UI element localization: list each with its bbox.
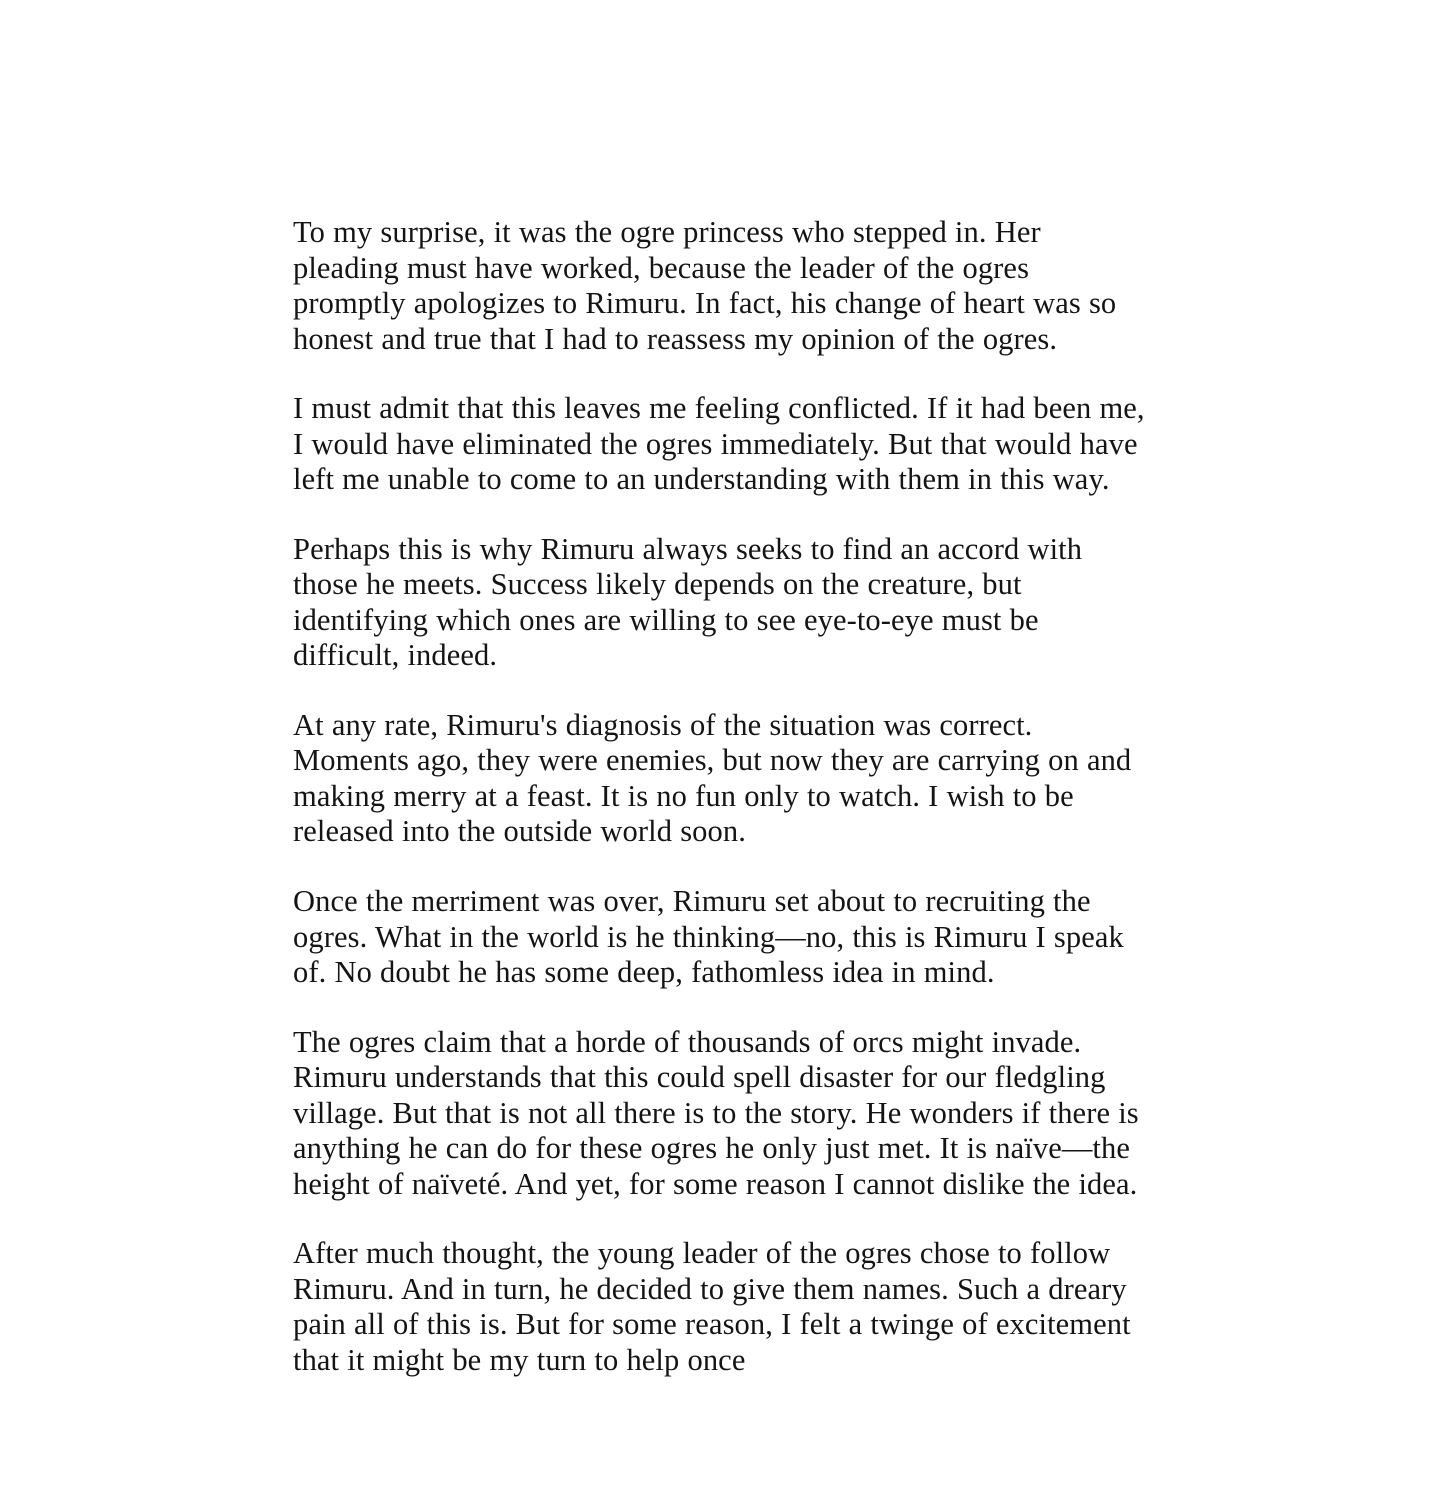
paragraph: Once the merriment was over, Rimuru set about to recruiting the ogres. What in the world is he thinking—no, this is Rimuru I speak of. No doubt he has some deep, fathomless idea in mind. xyxy=(293,883,1124,990)
body-text-column xyxy=(293,215,1149,1378)
paragraph: Perhaps this is why Rimuru always seeks to find an accord with those he meets. Success likely depends on the creature, but identifying which ones are willing to see eye-to-eye must be difficult, indeed. xyxy=(293,531,1083,673)
paragraph: At any rate, Rimuru's diagnosis of the situation was correct. Moments ago, they were enemies, but now they are carrying on and making merry at a feast. It is no fun only to watch. I wish to be released into the outside world soon. xyxy=(293,707,1132,849)
paragraph: I must admit that this leaves me feeling conflicted. If it had been me, I would have eliminated the ogres immediately. But that would have left me unable to come to an understanding with them in this way. xyxy=(293,391,1145,497)
paragraph: The ogres claim that a horde of thousands of orcs might invade. Rimuru understands that this could spell disaster for our fledgling village. But that is not all there is to the story. He wonders if there is anything he can do for these ogres he only just met. It is naïve—the height of naïveté. And yet, for some reason I cannot dislike the idea. xyxy=(293,1024,1139,1201)
paragraph: After much thought, the young leader of the ogres chose to follow Rimuru. And in turn, he decided to give them names. Such a dreary pain all of this is. But for some reason, I felt a twinge of excitement that it might be my turn to help once xyxy=(293,1236,1131,1377)
paragraph: To my surprise, it was the ogre princess who stepped in. Her pleading must have worked, because the leader of the ogres promptly apologizes to Rimuru. In fact, his change of heart was so honest and true that I had to reassess my opinion of the ogres. xyxy=(293,215,1117,356)
